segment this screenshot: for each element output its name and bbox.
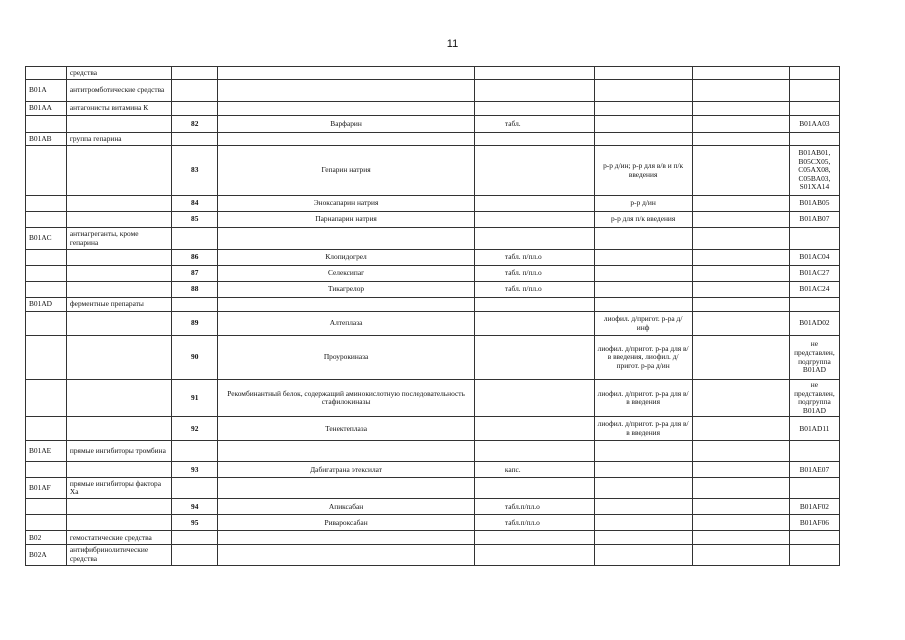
row-number-cell: 94 <box>172 499 218 515</box>
drug-name-cell: Тикагрелор <box>218 282 475 298</box>
row-number-cell: 91 <box>172 380 218 417</box>
row-number-cell: 83 <box>172 146 218 196</box>
table-row <box>26 462 840 478</box>
drug-name-cell: Варфарин <box>218 116 475 133</box>
atc-code-cell: B01AB <box>26 133 67 146</box>
dosage-form-cell: табл. <box>474 116 594 133</box>
drug-name-cell <box>218 478 475 499</box>
group-name-cell <box>66 499 171 515</box>
group-name-cell: антифибринолитические средства <box>66 545 171 565</box>
group-name-cell: гемостатические средства <box>66 531 171 545</box>
dosage-form-cell <box>474 146 594 196</box>
extra-cell <box>692 499 789 515</box>
extra-cell <box>692 380 789 417</box>
group-name-cell <box>66 146 171 196</box>
atc-code-cell <box>26 250 67 266</box>
atc-code-cell: B02A <box>26 545 67 565</box>
row-number-cell: 92 <box>172 417 218 441</box>
group-name-cell <box>66 212 171 228</box>
drug-name-cell: Проурокиназа <box>218 336 475 380</box>
table-row <box>26 80 840 102</box>
dosage-form-alt-cell: лиофил. д/пригот. р-ра д/инф <box>594 312 692 336</box>
dosage-form-cell <box>474 417 594 441</box>
dosage-form-cell <box>474 102 594 116</box>
atc-code-cell <box>26 212 67 228</box>
extra-cell <box>692 212 789 228</box>
row-number-cell: 86 <box>172 250 218 266</box>
dosage-form-alt-cell <box>594 515 692 531</box>
atc-reference-cell <box>789 441 839 462</box>
dosage-form-alt-cell <box>594 266 692 282</box>
atc-reference-cell <box>789 228 839 250</box>
table-row <box>26 228 840 250</box>
atc-reference-cell <box>789 531 839 545</box>
extra-cell <box>692 146 789 196</box>
drug-name-cell <box>218 298 475 312</box>
extra-cell <box>692 250 789 266</box>
table-row <box>26 116 840 133</box>
drug-name-cell: Тенектеплаза <box>218 417 475 441</box>
atc-reference-cell: не представлен, подгруппа B01AD <box>789 336 839 380</box>
drug-name-cell: Гепарин натрия <box>218 146 475 196</box>
row-number-cell <box>172 545 218 565</box>
extra-cell <box>692 441 789 462</box>
atc-reference-cell: B01AB07 <box>789 212 839 228</box>
group-name-cell: ферментные препараты <box>66 298 171 312</box>
dosage-form-alt-cell <box>594 116 692 133</box>
drug-name-cell: Селексипаг <box>218 266 475 282</box>
dosage-form-alt-cell <box>594 531 692 545</box>
row-number-cell <box>172 298 218 312</box>
drug-name-cell <box>218 545 475 565</box>
atc-code-cell <box>26 266 67 282</box>
drug-name-cell: Эноксапарин натрия <box>218 196 475 212</box>
row-number-cell <box>172 133 218 146</box>
dosage-form-alt-cell <box>594 298 692 312</box>
dosage-form-alt-cell <box>594 499 692 515</box>
atc-code-cell <box>26 417 67 441</box>
row-number-cell: 90 <box>172 336 218 380</box>
group-name-cell: прямые ингибиторы фактора Xa <box>66 478 171 499</box>
extra-cell <box>692 282 789 298</box>
dosage-form-cell <box>474 531 594 545</box>
table-row <box>26 515 840 531</box>
atc-code-cell: B01AF <box>26 478 67 499</box>
dosage-form-alt-cell <box>594 462 692 478</box>
dosage-form-alt-cell: лиофил. д/пригот. р-ра для в/в введения <box>594 380 692 417</box>
atc-reference-cell: B01AB05 <box>789 196 839 212</box>
dosage-form-cell <box>474 312 594 336</box>
extra-cell <box>692 266 789 282</box>
extra-cell <box>692 228 789 250</box>
group-name-cell: антиагреганты, кроме гепарина <box>66 228 171 250</box>
row-number-cell <box>172 67 218 80</box>
drug-name-cell: Парнапарин натрия <box>218 212 475 228</box>
atc-reference-cell: B01AC27 <box>789 266 839 282</box>
atc-reference-cell: не представлен, подгруппа B01AD <box>789 380 839 417</box>
table-row <box>26 282 840 298</box>
group-name-cell: группа гепарина <box>66 133 171 146</box>
group-name-cell <box>66 196 171 212</box>
table-row <box>26 212 840 228</box>
table-row <box>26 336 840 380</box>
dosage-form-alt-cell <box>594 250 692 266</box>
row-number-cell: 84 <box>172 196 218 212</box>
dosage-form-cell: табл. п/пл.о <box>474 282 594 298</box>
group-name-cell: средства <box>66 67 171 80</box>
drug-name-cell: Ривароксабан <box>218 515 475 531</box>
atc-reference-cell: B01AC04 <box>789 250 839 266</box>
atc-reference-cell: B01AD11 <box>789 417 839 441</box>
extra-cell <box>692 515 789 531</box>
table-row <box>26 266 840 282</box>
drug-name-cell <box>218 228 475 250</box>
group-name-cell <box>66 417 171 441</box>
group-name-cell: прямые ингибиторы тромбина <box>66 441 171 462</box>
row-number-cell <box>172 531 218 545</box>
extra-cell <box>692 478 789 499</box>
drug-name-cell <box>218 102 475 116</box>
drug-name-cell <box>218 67 475 80</box>
atc-reference-cell <box>789 478 839 499</box>
atc-code-cell <box>26 380 67 417</box>
group-name-cell <box>66 266 171 282</box>
group-name-cell <box>66 336 171 380</box>
extra-cell <box>692 102 789 116</box>
atc-code-cell <box>26 336 67 380</box>
atc-reference-cell: B01AA03 <box>789 116 839 133</box>
group-name-cell: антагонисты витамина К <box>66 102 171 116</box>
row-number-cell <box>172 102 218 116</box>
atc-code-cell: B01AD <box>26 298 67 312</box>
dosage-form-cell <box>474 441 594 462</box>
table-row <box>26 250 840 266</box>
group-name-cell: антитромботические средства <box>66 80 171 102</box>
extra-cell <box>692 336 789 380</box>
extra-cell <box>692 531 789 545</box>
atc-reference-cell: B01AF02 <box>789 499 839 515</box>
atc-reference-cell <box>789 80 839 102</box>
drug-name-cell: Дабигатрана этексилат <box>218 462 475 478</box>
atc-reference-cell <box>789 298 839 312</box>
table-row <box>26 380 840 417</box>
drug-list-table <box>25 66 840 566</box>
page-number: 11 <box>446 38 459 50</box>
dosage-form-cell <box>474 133 594 146</box>
dosage-form-alt-cell: р-р д/ин <box>594 196 692 212</box>
group-name-cell <box>66 282 171 298</box>
dosage-form-alt-cell: лиофил. д/пригот. р-ра для в/в введения, лиофил. д/пригот. р-ра д/ин <box>594 336 692 380</box>
table-row <box>26 67 840 80</box>
table-row <box>26 478 840 499</box>
table-row <box>26 531 840 545</box>
table-row <box>26 545 840 565</box>
table-row <box>26 133 840 146</box>
atc-code-cell: B01AA <box>26 102 67 116</box>
row-number-cell: 88 <box>172 282 218 298</box>
table-row <box>26 146 840 196</box>
dosage-form-cell <box>474 380 594 417</box>
row-number-cell <box>172 478 218 499</box>
dosage-form-cell <box>474 196 594 212</box>
dosage-form-cell <box>474 80 594 102</box>
dosage-form-alt-cell <box>594 228 692 250</box>
drug-name-cell <box>218 531 475 545</box>
dosage-form-cell: табл.п/пл.о <box>474 515 594 531</box>
row-number-cell <box>172 441 218 462</box>
drug-name-cell: Рекомбинантный белок, содержащий аминокислотную последовательность стафилокиназы <box>218 380 475 417</box>
dosage-form-cell <box>474 228 594 250</box>
atc-code-cell: B01A <box>26 80 67 102</box>
table-row <box>26 417 840 441</box>
dosage-form-cell: табл. п/пл.о <box>474 250 594 266</box>
row-number-cell <box>172 228 218 250</box>
row-number-cell: 87 <box>172 266 218 282</box>
table-row <box>26 196 840 212</box>
group-name-cell <box>66 380 171 417</box>
group-name-cell <box>66 462 171 478</box>
drug-name-cell: Клопидогрел <box>218 250 475 266</box>
table-row <box>26 441 840 462</box>
dosage-form-cell <box>474 545 594 565</box>
row-number-cell: 82 <box>172 116 218 133</box>
drug-name-cell: Апиксабан <box>218 499 475 515</box>
dosage-form-cell <box>474 336 594 380</box>
dosage-form-cell: табл.п/пл.о <box>474 499 594 515</box>
dosage-form-cell: капс. <box>474 462 594 478</box>
atc-code-cell <box>26 515 67 531</box>
drug-name-cell <box>218 133 475 146</box>
dosage-form-cell <box>474 212 594 228</box>
dosage-form-alt-cell <box>594 80 692 102</box>
atc-reference-cell: B01AD02 <box>789 312 839 336</box>
atc-code-cell: B01AC <box>26 228 67 250</box>
row-number-cell: 89 <box>172 312 218 336</box>
atc-reference-cell: B01AB01, B05CX05, C05AX08, C05BA03, S01XA14 <box>789 146 839 196</box>
drug-name-cell <box>218 80 475 102</box>
atc-reference-cell <box>789 133 839 146</box>
row-number-cell: 85 <box>172 212 218 228</box>
group-name-cell <box>66 312 171 336</box>
drug-name-cell <box>218 441 475 462</box>
atc-code-cell <box>26 116 67 133</box>
extra-cell <box>692 312 789 336</box>
table-row <box>26 312 840 336</box>
dosage-form-alt-cell <box>594 478 692 499</box>
atc-code-cell <box>26 282 67 298</box>
table-row <box>26 298 840 312</box>
dosage-form-alt-cell <box>594 67 692 80</box>
atc-code-cell: B02 <box>26 531 67 545</box>
extra-cell <box>692 133 789 146</box>
dosage-form-alt-cell <box>594 441 692 462</box>
extra-cell <box>692 67 789 80</box>
dosage-form-alt-cell <box>594 282 692 298</box>
atc-reference-cell <box>789 102 839 116</box>
dosage-form-cell <box>474 298 594 312</box>
drug-list-body <box>26 67 840 566</box>
dosage-form-alt-cell <box>594 133 692 146</box>
drug-name-cell: Алтеплаза <box>218 312 475 336</box>
table-row <box>26 499 840 515</box>
dosage-form-alt-cell: р-р для п/к введения <box>594 212 692 228</box>
atc-code-cell <box>26 312 67 336</box>
group-name-cell <box>66 250 171 266</box>
extra-cell <box>692 298 789 312</box>
dosage-form-cell <box>474 478 594 499</box>
group-name-cell <box>66 515 171 531</box>
extra-cell <box>692 80 789 102</box>
group-name-cell <box>66 116 171 133</box>
extra-cell <box>692 462 789 478</box>
row-number-cell: 95 <box>172 515 218 531</box>
dosage-form-alt-cell <box>594 102 692 116</box>
dosage-form-cell <box>474 67 594 80</box>
extra-cell <box>692 196 789 212</box>
dosage-form-cell: табл. п/пл.о <box>474 266 594 282</box>
table-row <box>26 102 840 116</box>
dosage-form-alt-cell: р-р д/ин; р-р для в/в и п/к введения <box>594 146 692 196</box>
dosage-form-alt-cell <box>594 545 692 565</box>
row-number-cell <box>172 80 218 102</box>
extra-cell <box>692 545 789 565</box>
atc-reference-cell <box>789 67 839 80</box>
atc-reference-cell <box>789 545 839 565</box>
atc-code-cell: B01AE <box>26 441 67 462</box>
atc-reference-cell: B01AE07 <box>789 462 839 478</box>
atc-reference-cell: B01AF06 <box>789 515 839 531</box>
atc-code-cell <box>26 67 67 80</box>
row-number-cell: 93 <box>172 462 218 478</box>
atc-code-cell <box>26 146 67 196</box>
dosage-form-alt-cell: лиофил. д/пригот. р-ра для в/в введения <box>594 417 692 441</box>
extra-cell <box>692 417 789 441</box>
atc-code-cell <box>26 499 67 515</box>
atc-reference-cell: B01AC24 <box>789 282 839 298</box>
atc-code-cell <box>26 196 67 212</box>
atc-code-cell <box>26 462 67 478</box>
extra-cell <box>692 116 789 133</box>
